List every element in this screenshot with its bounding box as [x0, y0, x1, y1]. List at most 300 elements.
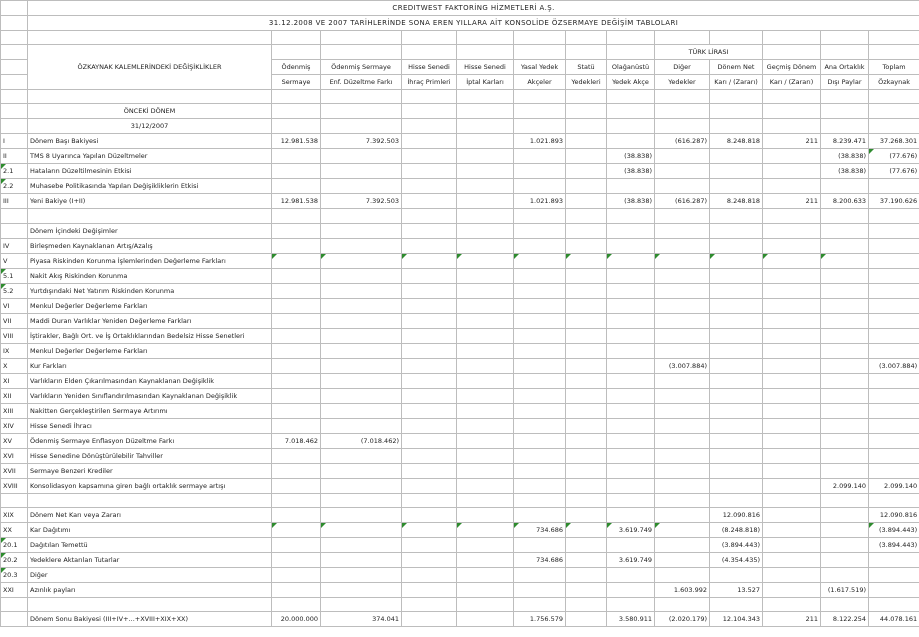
cell-value [457, 403, 514, 418]
cell-value [321, 403, 402, 418]
cell-value [710, 149, 763, 164]
row-code: XIV [1, 418, 28, 433]
row-code: 20.3 [1, 567, 28, 582]
table-row [1, 253, 919, 268]
column-header-line1: Hisse Senedi [457, 60, 514, 75]
cell-value [272, 552, 321, 567]
cell-value [710, 313, 763, 328]
row-label: Kar Dağıtımı [28, 522, 272, 537]
row-code: XVI [1, 448, 28, 463]
cell-value [869, 328, 919, 343]
column-header-line1: Statü [566, 60, 607, 75]
cell-value [763, 493, 821, 507]
cell-value [655, 313, 710, 328]
cell-value: (7.018.462) [321, 433, 402, 448]
cell-value [321, 164, 402, 179]
row-label: Dönem İçindeki Değişimler [28, 223, 272, 238]
cell-value [402, 448, 457, 463]
cell-value [607, 223, 655, 238]
row-label: Hisse Senedine Dönüştürülebilir Tahviller [28, 448, 272, 463]
cell-value [821, 537, 869, 552]
cell-value: (38.838) [607, 194, 655, 209]
cell-value [321, 567, 402, 582]
cell-value [710, 433, 763, 448]
cell-value: (3.894.443) [710, 537, 763, 552]
cell-value [655, 343, 710, 358]
cell-value [566, 194, 607, 209]
table-row [1, 537, 919, 552]
cell-value [321, 328, 402, 343]
cell-value [821, 313, 869, 328]
cell-value: 12.981.538 [272, 134, 321, 149]
cell-value [607, 507, 655, 522]
cell-value [272, 582, 321, 597]
row-code: VI [1, 298, 28, 313]
title-row [1, 1, 919, 16]
cell-value [710, 597, 763, 611]
cell-value [514, 493, 566, 507]
column-header-line2: İptal Karları [457, 75, 514, 90]
cell-value [655, 463, 710, 478]
cell-value [607, 463, 655, 478]
cell-value: 12.104.343 [710, 611, 763, 626]
row-code: 20.1 [1, 537, 28, 552]
cell-value [514, 179, 566, 194]
cell-value [514, 448, 566, 463]
row-code: XII [1, 388, 28, 403]
cell-value [566, 403, 607, 418]
cell-value [321, 507, 402, 522]
cell-value [457, 448, 514, 463]
cell-value [514, 433, 566, 448]
row-label [28, 493, 272, 507]
cell-value [710, 268, 763, 283]
cell-value [710, 164, 763, 179]
cell-value [566, 253, 607, 268]
cell-value [272, 313, 321, 328]
column-header-line2: Dışı Paylar [821, 75, 869, 90]
cell-value [655, 567, 710, 582]
cell-value [457, 433, 514, 448]
row-code [1, 209, 28, 223]
cell-value [514, 463, 566, 478]
cell-value [821, 522, 869, 537]
cell-value: 7.018.462 [272, 433, 321, 448]
cell-value [402, 238, 457, 253]
cell-value [607, 209, 655, 223]
cell-value [710, 358, 763, 373]
cell-value: (77.676) [869, 164, 919, 179]
cell-value [607, 433, 655, 448]
cell-value [821, 358, 869, 373]
cell-value [321, 253, 402, 268]
cell-value [607, 313, 655, 328]
column-header-line2: Akçeler [514, 75, 566, 90]
row-label: Dağıtılan Temettü [28, 537, 272, 552]
cell-value [457, 507, 514, 522]
cell-value [655, 522, 710, 537]
cell-value [514, 507, 566, 522]
cell-value [655, 552, 710, 567]
cell-value [869, 253, 919, 268]
cell-value [321, 522, 402, 537]
cell-value [710, 388, 763, 403]
cell-value [869, 298, 919, 313]
cell-value [869, 493, 919, 507]
report-subtitle: 31.12.2008 VE 2007 TARİHLERİNDE SONA EREN YILLARA AİT KONSOLİDE ÖZSERMAYE DEĞİŞİM TABLOLARI [28, 16, 919, 31]
cell-value [655, 164, 710, 179]
cell-value [607, 373, 655, 388]
cell-value [272, 493, 321, 507]
cell-value [710, 567, 763, 582]
row-code: IX [1, 343, 28, 358]
cell-value [514, 582, 566, 597]
cell-value: 211 [763, 134, 821, 149]
cell-value [457, 134, 514, 149]
cell-value [655, 403, 710, 418]
cell-value: 374.041 [321, 611, 402, 626]
cell-value [869, 388, 919, 403]
cell-value [402, 164, 457, 179]
cell-value: 1.021.893 [514, 134, 566, 149]
cell-value [566, 537, 607, 552]
cell-value [457, 522, 514, 537]
cell-value [321, 463, 402, 478]
row-code: V [1, 253, 28, 268]
header-group-row [1, 45, 919, 60]
cell-value [566, 582, 607, 597]
cell-value: 3.580.911 [607, 611, 655, 626]
cell-value [763, 507, 821, 522]
row-label: Muhasebe Politikasında Yapılan Değişikliklerin Etkisi [28, 179, 272, 194]
cell-value [514, 238, 566, 253]
row-label: Dönem Sonu Bakiyesi (III+IV+...+XVIII+XIX+XX) [28, 611, 272, 626]
cell-value [607, 403, 655, 418]
cell-value [514, 373, 566, 388]
cell-value [321, 388, 402, 403]
cell-value [763, 448, 821, 463]
cell-value [763, 343, 821, 358]
cell-value [607, 328, 655, 343]
row-label [28, 209, 272, 223]
cell-value [321, 418, 402, 433]
cell-value [655, 433, 710, 448]
cell-value [457, 537, 514, 552]
table-row [1, 238, 919, 253]
row-label: Menkul Değerler Değerleme Farkları [28, 343, 272, 358]
cell-value [821, 253, 869, 268]
cell-value [566, 433, 607, 448]
cell-value: 44.078.161 [869, 611, 919, 626]
cell-value: 8.248.818 [710, 194, 763, 209]
cell-value [514, 478, 566, 493]
cell-value [821, 388, 869, 403]
cell-value [763, 537, 821, 552]
cell-value [457, 373, 514, 388]
cell-value [655, 478, 710, 493]
cell-value [821, 328, 869, 343]
cell-value [321, 343, 402, 358]
column-header-line1: Ödenmiş [272, 60, 321, 75]
period-row [1, 104, 919, 119]
cell-value [566, 611, 607, 626]
cell-value [272, 253, 321, 268]
cell-value: 211 [763, 611, 821, 626]
cell-value [566, 134, 607, 149]
cell-value: (38.838) [821, 164, 869, 179]
cell-value [457, 209, 514, 223]
cell-value [566, 522, 607, 537]
cell-value [321, 552, 402, 567]
table-row [1, 611, 919, 626]
row-label: Hisse Senedi İhracı [28, 418, 272, 433]
cell-value [321, 597, 402, 611]
row-label: Yeni Bakiye (I+II) [28, 194, 272, 209]
spacer-row [1, 31, 919, 45]
cell-value [272, 388, 321, 403]
cell-value: 13.527 [710, 582, 763, 597]
column-header-line1: Yasal Yedek [514, 60, 566, 75]
cell-value: 2.099.140 [821, 478, 869, 493]
cell-value [763, 418, 821, 433]
cell-value [566, 298, 607, 313]
cell-value [457, 328, 514, 343]
cell-value [457, 343, 514, 358]
column-header-line1: Ana Ortaklık [821, 60, 869, 75]
column-header-line2: Yedekleri [566, 75, 607, 90]
cell-value [763, 298, 821, 313]
cell-value [821, 179, 869, 194]
table-row [1, 268, 919, 283]
cell-value [607, 478, 655, 493]
cell-value [321, 223, 402, 238]
cell-value [514, 328, 566, 343]
cell-value [402, 253, 457, 268]
cell-value [514, 418, 566, 433]
cell-value [763, 597, 821, 611]
cell-value [402, 537, 457, 552]
cell-value [402, 388, 457, 403]
cell-value [402, 149, 457, 164]
cell-value [566, 507, 607, 522]
cell-value [514, 209, 566, 223]
cell-value [402, 358, 457, 373]
cell-value [457, 268, 514, 283]
column-header-line2: Yedek Akçe [607, 75, 655, 90]
cell-value: 12.090.816 [869, 507, 919, 522]
cell-value [607, 283, 655, 298]
cell-value [272, 478, 321, 493]
cell-value [566, 268, 607, 283]
cell-value [710, 403, 763, 418]
row-label: Piyasa Riskinden Korunma İşlemlerinden Değerleme Farkları [28, 253, 272, 268]
subtitle-row [1, 16, 919, 31]
cell-value: (4.354.435) [710, 552, 763, 567]
cell-value [763, 478, 821, 493]
cell-value [821, 418, 869, 433]
row-code: XIII [1, 403, 28, 418]
cell-value [514, 388, 566, 403]
cell-value [763, 373, 821, 388]
cell-value [457, 358, 514, 373]
cell-value [821, 567, 869, 582]
row-code [1, 493, 28, 507]
cell-value [566, 597, 607, 611]
cell-value [457, 238, 514, 253]
cell-value: 12.981.538 [272, 194, 321, 209]
table-row [1, 328, 919, 343]
cell-value [655, 238, 710, 253]
row-label: Yedeklere Aktarılan Tutarlar [28, 552, 272, 567]
cell-value [710, 448, 763, 463]
cell-value [655, 507, 710, 522]
cell-value [763, 582, 821, 597]
cell-value [272, 209, 321, 223]
cell-value [514, 597, 566, 611]
cell-value [402, 493, 457, 507]
cell-value [710, 179, 763, 194]
cell-value [869, 373, 919, 388]
cell-value [710, 238, 763, 253]
cell-value [457, 164, 514, 179]
cell-value [655, 223, 710, 238]
cell-value [457, 283, 514, 298]
cell-value [607, 134, 655, 149]
cell-value [402, 522, 457, 537]
cell-value [607, 343, 655, 358]
cell-value: 1.603.992 [655, 582, 710, 597]
row-code: 20.2 [1, 552, 28, 567]
cell-value [402, 418, 457, 433]
cell-value [402, 134, 457, 149]
cell-value [710, 209, 763, 223]
cell-value [272, 343, 321, 358]
cell-value [763, 403, 821, 418]
cell-value: 7.392.503 [321, 134, 402, 149]
cell-value [272, 448, 321, 463]
cell-value [710, 478, 763, 493]
cell-value [566, 478, 607, 493]
table-row [1, 433, 919, 448]
corner-label: ÖZKAYNAK KALEMLERİNDEKİ DEĞİŞİKLİKLER [28, 45, 272, 90]
cell-value [321, 313, 402, 328]
cell-value [514, 567, 566, 582]
cell-value [402, 403, 457, 418]
cell-value [457, 313, 514, 328]
cell-value [821, 298, 869, 313]
cell-value [272, 463, 321, 478]
cell-value [821, 268, 869, 283]
table-row [1, 179, 919, 194]
column-header-line2: Özkaynak [869, 75, 919, 90]
table-row [1, 283, 919, 298]
cell-value: 734.686 [514, 522, 566, 537]
cell-value [655, 179, 710, 194]
cell-value [869, 552, 919, 567]
cell-value [710, 253, 763, 268]
table-row [1, 223, 919, 238]
cell-value [710, 298, 763, 313]
cell-value [821, 403, 869, 418]
cell-value [821, 552, 869, 567]
cell-value [457, 149, 514, 164]
cell-value [763, 223, 821, 238]
cell-value [566, 418, 607, 433]
column-header-line1: Diğer [655, 60, 710, 75]
cell-value [457, 223, 514, 238]
row-code: XV [1, 433, 28, 448]
cell-value: 8.248.818 [710, 134, 763, 149]
row-code: XVIII [1, 478, 28, 493]
cell-value [607, 179, 655, 194]
cell-value [272, 418, 321, 433]
cell-value [514, 403, 566, 418]
row-code: 2.1 [1, 164, 28, 179]
cell-value [763, 358, 821, 373]
cell-value [869, 448, 919, 463]
cell-value: (3.007.884) [655, 358, 710, 373]
cell-value [655, 268, 710, 283]
cell-value [321, 373, 402, 388]
row-code: XVII [1, 463, 28, 478]
cell-value [710, 463, 763, 478]
cell-value [566, 358, 607, 373]
cell-value [869, 433, 919, 448]
row-label: Varlıkların Yeniden Sınıflandırılmasından Kaynaklanan Değişiklik [28, 388, 272, 403]
row-code: X [1, 358, 28, 373]
row-code: XXI [1, 582, 28, 597]
period-date: 31/12/2007 [28, 119, 272, 134]
cell-value: (77.676) [869, 149, 919, 164]
cell-value: 37.190.626 [869, 194, 919, 209]
cell-value [402, 463, 457, 478]
cell-value [655, 493, 710, 507]
cell-value [566, 164, 607, 179]
cell-value [821, 343, 869, 358]
period-label: ÖNCEKİ DÖNEM [28, 104, 272, 119]
table-row [1, 567, 919, 582]
cell-value [655, 149, 710, 164]
cell-value: 211 [763, 194, 821, 209]
table-row [1, 313, 919, 328]
cell-value [655, 388, 710, 403]
cell-value [655, 448, 710, 463]
row-code [1, 597, 28, 611]
cell-value [869, 313, 919, 328]
cell-value [402, 507, 457, 522]
cell-value: (38.838) [821, 149, 869, 164]
cell-value [514, 298, 566, 313]
cell-value [457, 552, 514, 567]
cell-value [457, 463, 514, 478]
cell-value [272, 298, 321, 313]
cell-value [869, 343, 919, 358]
cell-value [763, 567, 821, 582]
cell-value: 1.756.579 [514, 611, 566, 626]
cell-value [763, 209, 821, 223]
cell-value [607, 537, 655, 552]
cell-value: (38.838) [607, 164, 655, 179]
cell-value [763, 433, 821, 448]
cell-value [402, 552, 457, 567]
cell-value [272, 597, 321, 611]
row-code: VII [1, 313, 28, 328]
cell-value [869, 463, 919, 478]
cell-value [710, 373, 763, 388]
cell-value [655, 283, 710, 298]
cell-value [514, 283, 566, 298]
cell-value [710, 328, 763, 343]
